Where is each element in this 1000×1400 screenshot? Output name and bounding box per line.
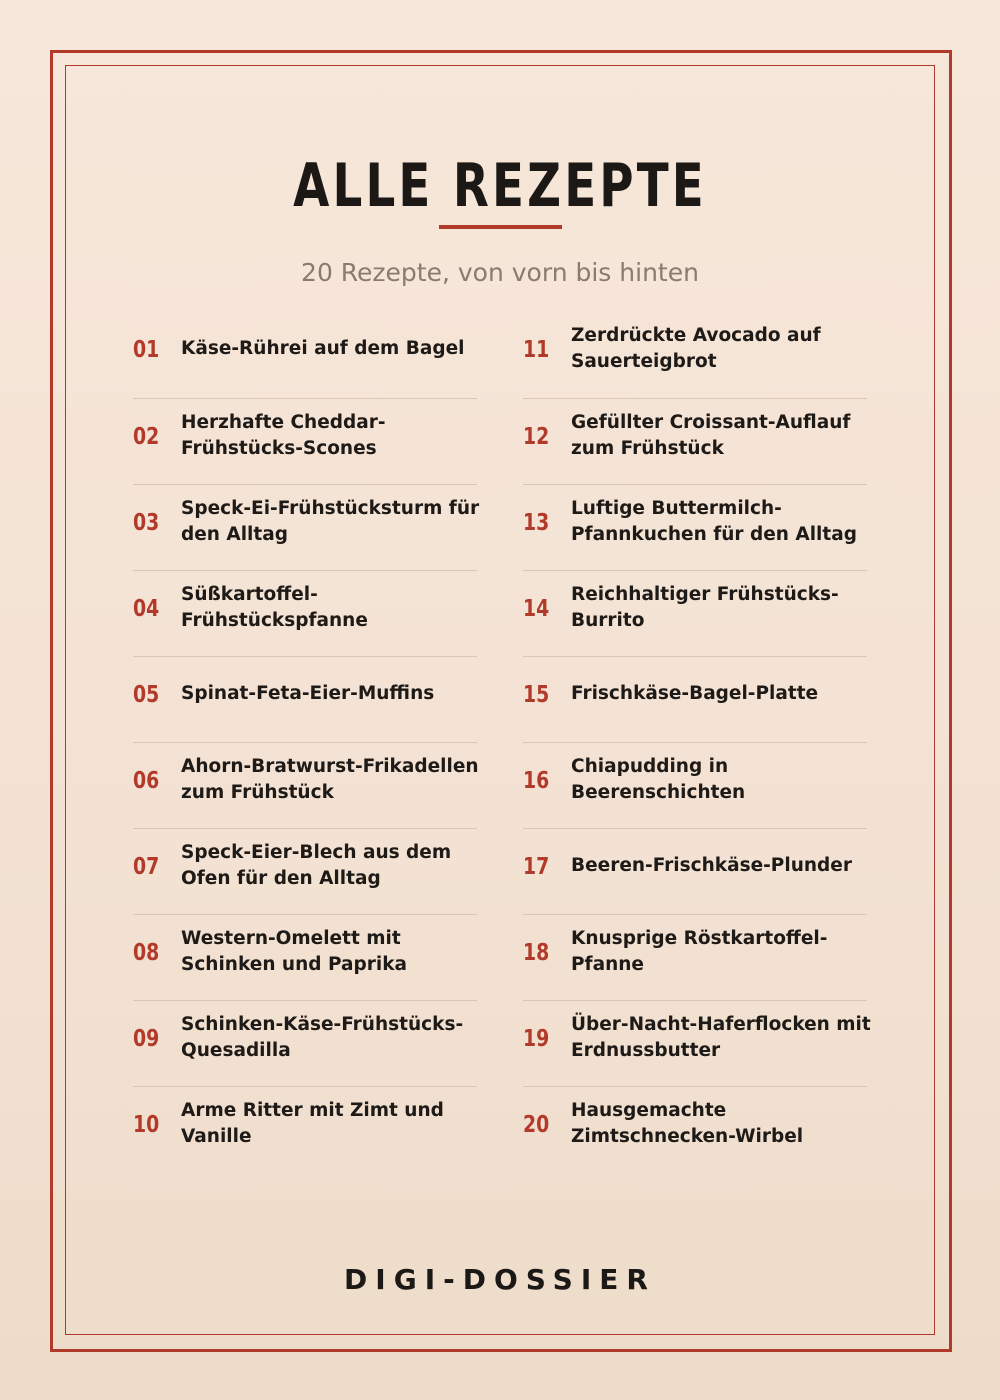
recipe-list-left <box>133 312 480 1172</box>
recipe-number: 15 <box>523 682 550 708</box>
recipe-name: Chiapudding in Beerenschichten <box>571 756 746 803</box>
recipe-number: 19 <box>523 1026 550 1052</box>
page-subtitle: 20 Rezepte, von vorn bis hinten <box>301 258 699 287</box>
recipe-name: Ahorn-Bratwurst-Frikadellen zum Frühstück <box>181 756 479 803</box>
recipe-item <box>523 828 867 914</box>
recipe-item <box>523 484 867 570</box>
recipe-number: 06 <box>133 768 160 794</box>
recipe-item <box>523 570 867 656</box>
recipe-name: Spinat-Feta-Eier-Muffins <box>181 683 435 704</box>
recipe-name: Speck-Ei-Frühstücksturm für den Alltag <box>181 498 480 545</box>
recipe-item <box>133 914 477 1000</box>
recipe-item <box>133 1086 477 1172</box>
recipe-number: 08 <box>133 940 160 966</box>
recipe-name: Herzhafte Cheddar-Frühstücks-Scones <box>181 412 386 459</box>
recipe-number: 09 <box>133 1026 160 1052</box>
recipe-item <box>133 742 477 828</box>
recipe-number: 20 <box>523 1112 550 1138</box>
recipe-name: Hausgemachte Zimtschnecken-Wirbel <box>571 1100 804 1147</box>
recipe-list-right <box>523 312 871 1172</box>
recipe-name: Knusprige Röstkartoffel-Pfanne <box>571 928 828 975</box>
recipe-item <box>133 828 477 914</box>
recipe-name: Schinken-Käse-Frühstücks-Quesadilla <box>181 1014 464 1061</box>
title-underline <box>439 225 562 229</box>
recipe-name: Arme Ritter mit Zimt und Vanille <box>181 1100 444 1147</box>
recipe-number: 16 <box>523 768 550 794</box>
recipe-number: 01 <box>133 337 160 363</box>
recipe-number: 18 <box>523 940 550 966</box>
recipe-number: 02 <box>133 424 160 450</box>
page-title: ALLE REZEPTE <box>293 151 707 221</box>
recipe-item <box>523 656 867 742</box>
recipe-number: 10 <box>133 1112 160 1138</box>
recipe-name: Zerdrückte Avocado auf Sauerteigbrot <box>571 325 821 372</box>
brand-footer: DIGI-DOSSIER <box>344 1263 656 1296</box>
recipe-item <box>133 1000 477 1086</box>
recipe-name: Frischkäse-Bagel-Platte <box>571 683 819 704</box>
recipe-number: 05 <box>133 682 160 708</box>
recipe-number: 13 <box>523 510 550 536</box>
recipe-item <box>133 312 477 398</box>
recipe-item <box>523 914 867 1000</box>
recipe-item <box>523 1086 867 1172</box>
recipe-number: 03 <box>133 510 160 536</box>
recipe-item <box>133 656 477 742</box>
recipe-item <box>523 742 867 828</box>
recipe-name: Käse-Rührei auf dem Bagel <box>181 338 465 359</box>
recipe-item <box>523 1000 871 1086</box>
recipe-name: Reichhaltiger Frühstücks-Burrito <box>571 584 839 631</box>
recipe-name: Gefüllter Croissant-Auflauf zum Frühstück <box>571 412 851 459</box>
recipe-number: 04 <box>133 596 160 622</box>
recipe-item <box>523 312 867 398</box>
recipe-name: Speck-Eier-Blech aus dem Ofen für den Alltag <box>181 842 452 889</box>
recipe-name: Süßkartoffel-Frühstückspfanne <box>181 584 368 631</box>
recipe-name: Luftige Buttermilch-Pfannkuchen für den Alltag <box>571 498 857 545</box>
recipe-number: 12 <box>523 424 550 450</box>
recipe-number: 11 <box>523 337 550 363</box>
recipe-item <box>133 398 477 484</box>
recipe-number: 17 <box>523 854 550 880</box>
recipe-item <box>133 484 480 570</box>
recipe-name: Beeren-Frischkäse-Plunder <box>571 855 852 876</box>
recipe-number: 07 <box>133 854 160 880</box>
recipe-item <box>523 398 867 484</box>
recipe-name: Über-Nacht-Haferflocken mit Erdnussbutter <box>571 1014 871 1061</box>
recipe-number: 14 <box>523 596 550 622</box>
recipe-item <box>133 570 477 656</box>
recipe-name: Western-Omelett mit Schinken und Paprika <box>181 928 408 975</box>
